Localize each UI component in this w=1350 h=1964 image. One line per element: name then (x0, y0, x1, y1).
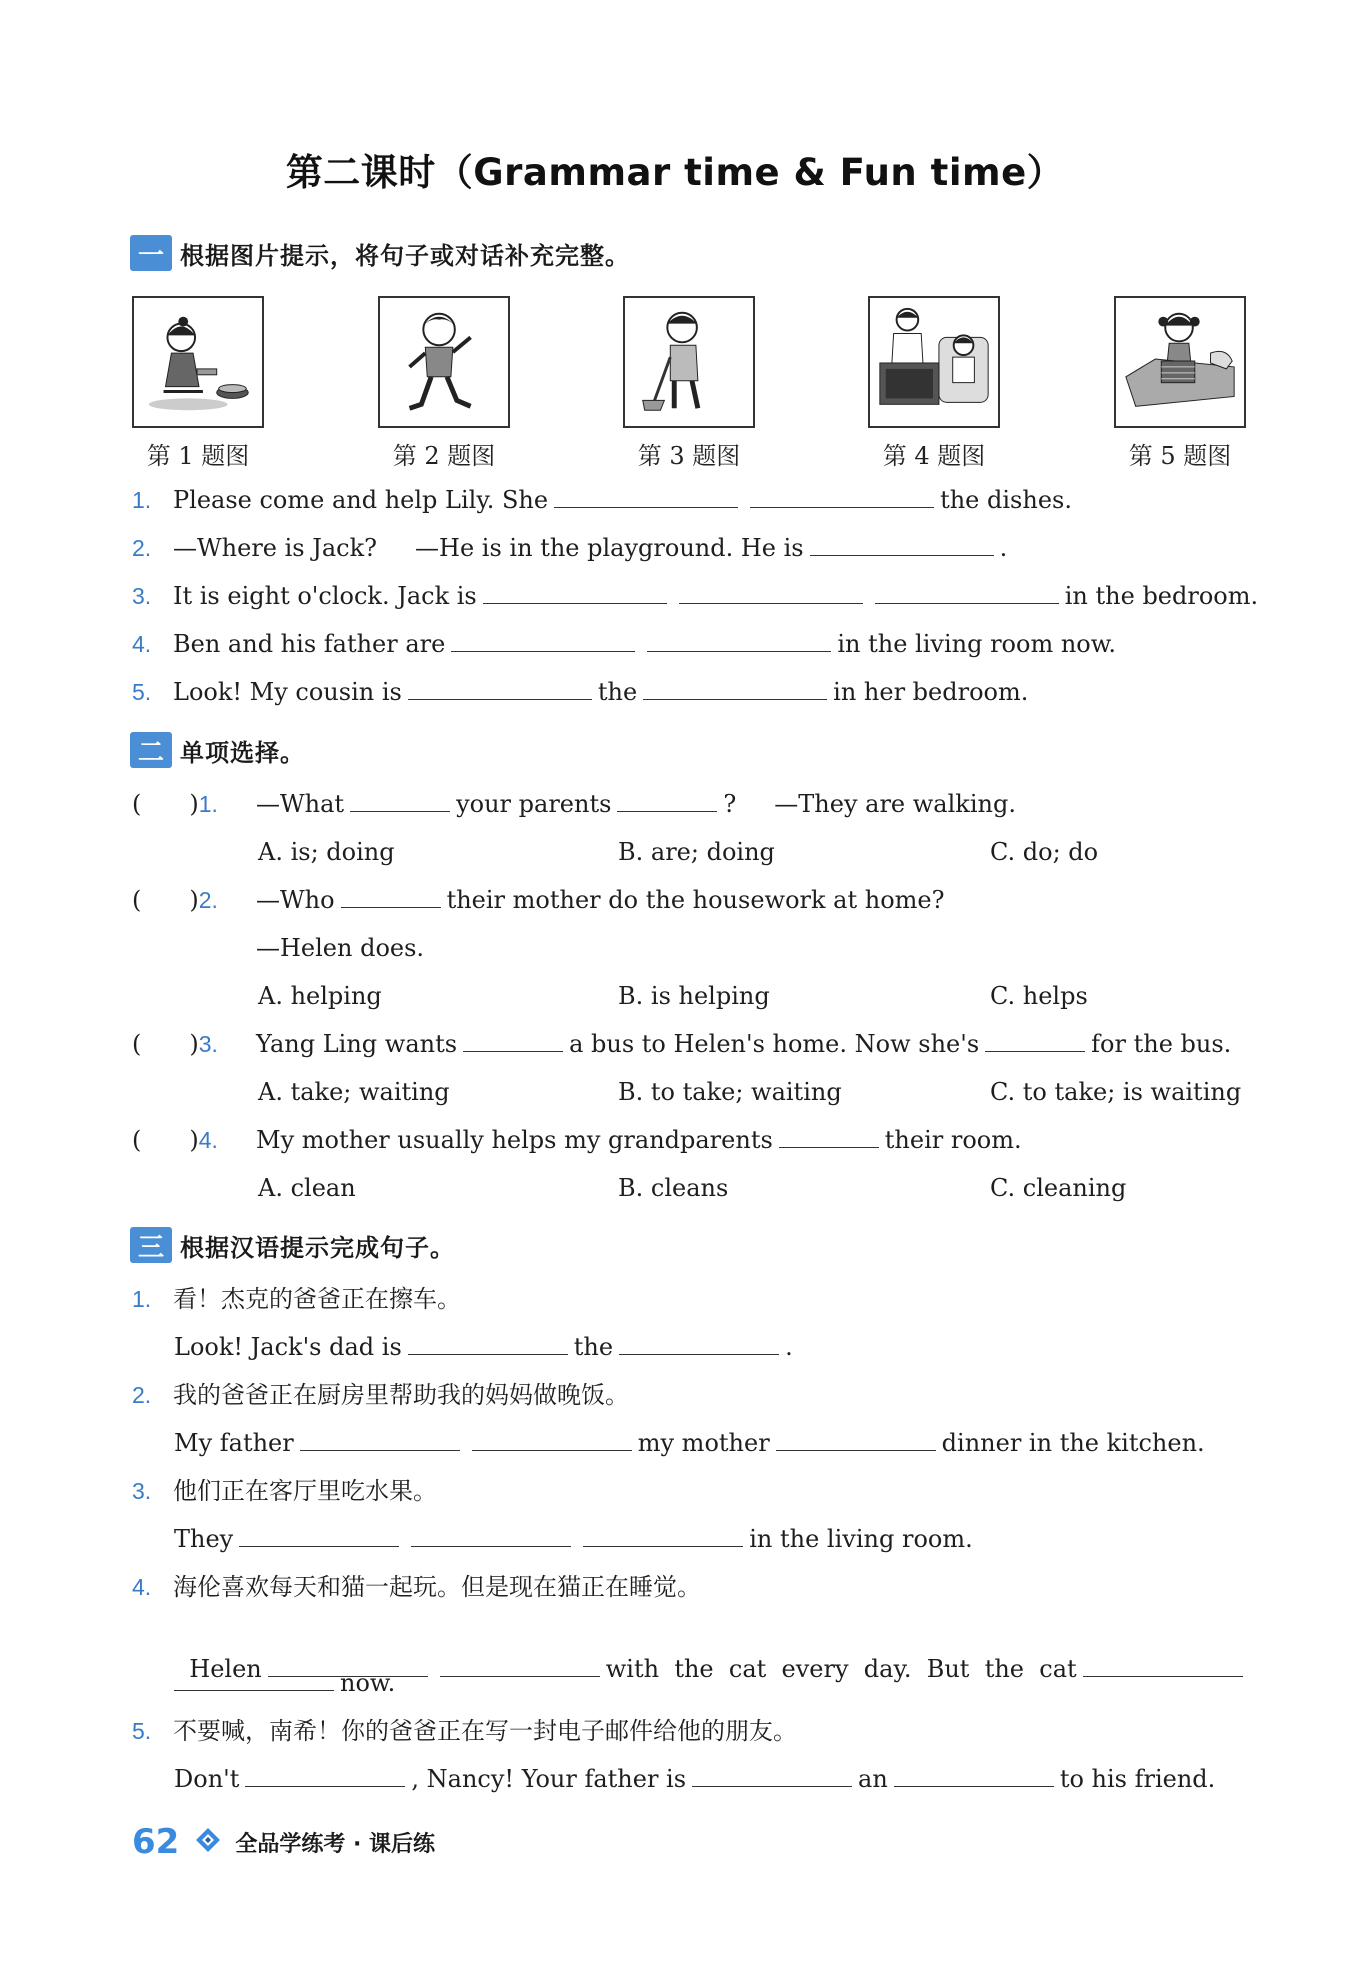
blank[interactable] (875, 579, 1059, 604)
diamond-icon (195, 1827, 221, 1857)
mc-2-option-a[interactable]: A. helping (258, 982, 382, 1010)
s3-item-4-chinese: 4. 海伦喜欢每天和猫一起玩。但是现在猫正在睡觉。 (132, 1573, 701, 1601)
page-title: 第二课时（Grammar time & Fun time） (285, 151, 1065, 194)
mc-4-option-c[interactable]: C. cleaning (990, 1174, 1127, 1202)
page-footer (132, 1820, 435, 1864)
s1-question-2: 2. —Where is Jack? —He is in the playground. He is . (132, 531, 1007, 565)
blank[interactable] (245, 1762, 405, 1787)
mc-2-option-c[interactable]: C. helps (990, 982, 1088, 1010)
mc-1-question: —What your parents ? —They are walking. (256, 787, 1016, 821)
mc-4-option-b[interactable]: B. cleans (618, 1174, 729, 1202)
blank[interactable] (451, 627, 635, 652)
mc-1-option-a[interactable]: A. is; doing (258, 838, 395, 866)
mc-1-option-c[interactable]: C. do; do (990, 838, 1099, 866)
section-2-header (130, 731, 305, 769)
mc-4-question: My mother usually helps my grandparents their room. (256, 1123, 1022, 1157)
picture-2-boy-running (378, 296, 510, 428)
blank[interactable] (617, 787, 717, 812)
mc-4-answer-paren[interactable]: ( )4. (132, 1126, 218, 1154)
blank[interactable] (776, 1426, 936, 1451)
section-3-heading: 根据汉语提示完成句子。 (180, 1233, 455, 1262)
mc-2-question-reply: —Helen does. (256, 934, 425, 962)
s1-question-5: 5. Look! My cousin is the in her bedroom. (132, 675, 1028, 709)
section-1-heading: 根据图片提示，将句子或对话补充完整。 (180, 241, 630, 270)
s3-item-2-chinese: 2. 我的爸爸正在厨房里帮助我的妈妈做晚饭。 (132, 1381, 629, 1409)
blank[interactable] (408, 675, 592, 700)
s1-question-3: 3. It is eight o'clock. Jack is in the bedroom. (132, 579, 1258, 613)
mc-3-question: Yang Ling wants a bus to Helen's home. Now she's for the bus. (256, 1027, 1231, 1061)
s3-item-1-english: Look! Jack's dad is the . (174, 1330, 793, 1364)
picture-1-caption: 第 1 题图 (146, 442, 250, 470)
picture-5-girl-making-bed (1114, 296, 1246, 428)
blank[interactable] (554, 483, 738, 508)
s3-item-5-chinese: 5. 不要喊，南希！你的爸爸正在写一封电子邮件给他的朋友。 (132, 1717, 797, 1745)
blank[interactable] (619, 1330, 779, 1355)
s3-item-2-english: My father my mother dinner in the kitchen. (174, 1426, 1205, 1460)
mc-3-option-b[interactable]: B. to take; waiting (618, 1078, 842, 1106)
picture-2-caption: 第 2 题图 (392, 442, 496, 470)
blank[interactable] (300, 1426, 460, 1451)
picture-3-boy-sweeping (623, 296, 755, 428)
mc-3-option-a[interactable]: A. take; waiting (258, 1078, 450, 1106)
section-1-header (130, 234, 630, 272)
blank[interactable] (985, 1027, 1085, 1052)
blank[interactable] (239, 1522, 399, 1547)
section-3-header (130, 1226, 455, 1264)
blank[interactable] (647, 627, 831, 652)
mc-3-answer-paren[interactable]: ( )3. (132, 1030, 218, 1058)
blank[interactable] (643, 675, 827, 700)
mc-2-answer-paren[interactable]: ( )2. (132, 886, 218, 914)
blank[interactable] (350, 787, 450, 812)
blank[interactable] (779, 1123, 879, 1148)
blank[interactable] (894, 1762, 1054, 1787)
mc-2-question: —Who their mother do the housework at home? (256, 883, 944, 917)
blank[interactable] (411, 1522, 571, 1547)
mc-1-option-b[interactable]: B. are; doing (618, 838, 775, 866)
s3-item-5-english: Don't , Nancy! Your father is an to his friend. (174, 1762, 1215, 1796)
picture-4-father-son-watching-tv (868, 296, 1000, 428)
blank[interactable] (1083, 1652, 1243, 1677)
blank[interactable] (440, 1652, 600, 1677)
mc-4-option-a[interactable]: A. clean (258, 1174, 356, 1202)
blank[interactable] (679, 579, 863, 604)
blank[interactable] (472, 1426, 632, 1451)
section-1-badge: 一 (130, 235, 172, 271)
s3-item-3-english: They in the living room. (174, 1522, 973, 1556)
picture-5-caption: 第 5 题图 (1128, 442, 1232, 470)
blank[interactable] (463, 1027, 563, 1052)
section-2-badge: 二 (130, 732, 172, 768)
blank[interactable] (692, 1762, 852, 1787)
s3-item-3-chinese: 3. 他们正在客厅里吃水果。 (132, 1477, 437, 1505)
s3-item-4-english-cont: now. (174, 1666, 395, 1700)
s1-question-1: 1. Please come and help Lily. She the dishes. (132, 483, 1072, 517)
mc-1-answer-paren[interactable]: ( )1. (132, 790, 218, 818)
section-2-heading: 单项选择。 (180, 738, 305, 767)
mc-2-option-b[interactable]: B. is helping (618, 982, 770, 1010)
blank[interactable] (483, 579, 667, 604)
picture-4-caption: 第 4 题图 (882, 442, 986, 470)
blank[interactable] (750, 483, 934, 508)
page-number: 62 (132, 1822, 180, 1862)
blank[interactable] (174, 1666, 334, 1691)
book-title: 全品学练考 · 课后练 (235, 1831, 436, 1857)
blank[interactable] (810, 531, 994, 556)
blank[interactable] (408, 1330, 568, 1355)
section-3-badge: 三 (130, 1227, 172, 1263)
mc-3-option-c[interactable]: C. to take; is waiting (990, 1078, 1242, 1106)
blank[interactable] (341, 883, 441, 908)
s1-question-4: 4. Ben and his father are in the living room now. (132, 627, 1116, 661)
picture-1-girl-washing-dishes (132, 296, 264, 428)
s3-item-1-chinese: 1. 看！杰克的爸爸正在擦车。 (132, 1285, 461, 1313)
picture-3-caption: 第 3 题图 (637, 442, 741, 470)
blank[interactable] (583, 1522, 743, 1547)
s3-item-4-english: Helen with the cat every day. But the cat (174, 1618, 1249, 1686)
